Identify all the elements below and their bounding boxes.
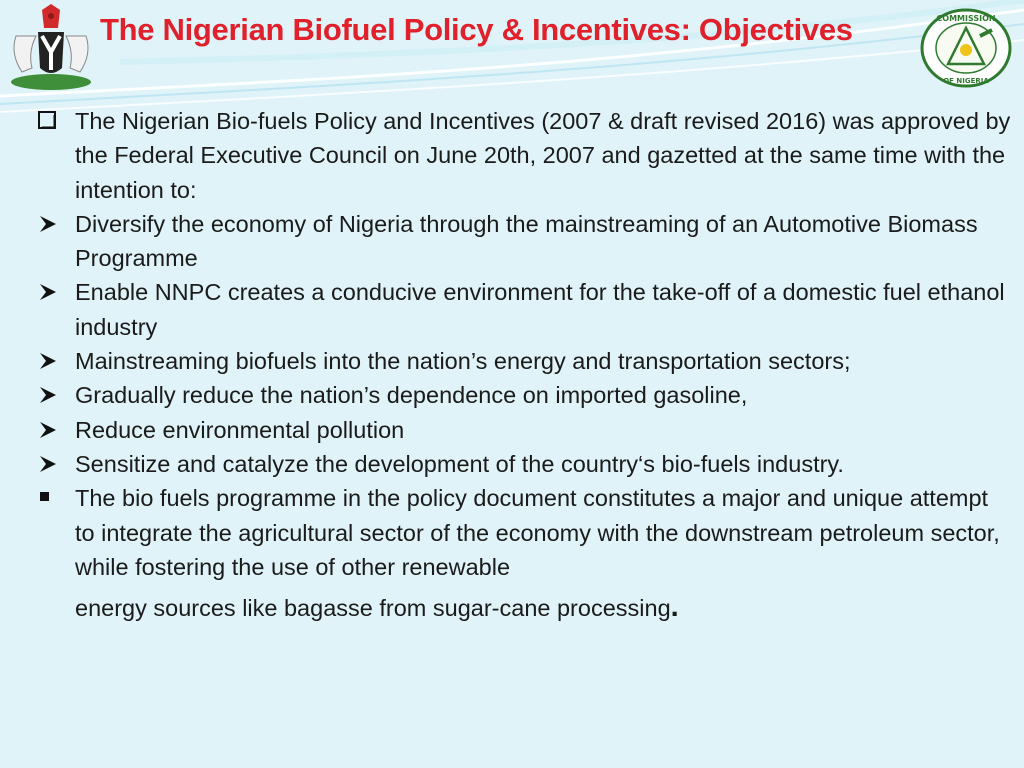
checkbox-bullet-icon: [36, 104, 70, 138]
objective-text: Diversify the economy of Nigeria through the mainstreaming of an Automotive Biomass Programme: [75, 210, 978, 272]
objective-text: Reduce environmental pollution: [75, 416, 405, 443]
arrow-bullet-icon: [36, 344, 70, 378]
objective-item: [36, 413, 1011, 447]
objective-text: Gradually reduce the nation’s dependence on imported gasoline,: [75, 382, 748, 409]
slide-body: [36, 104, 1011, 631]
slide-title: The Nigerian Biofuel Policy & Incentives: Objectives: [100, 12, 853, 47]
svg-text:COMMISSION: COMMISSION: [936, 14, 996, 23]
square-bullet-icon: [36, 481, 70, 515]
closing-paragraph: [36, 481, 1011, 631]
arrow-bullet-icon: [36, 413, 70, 447]
objective-text: Enable NNPC creates a conducive environment for the take-off of a domestic fuel ethanol industry: [75, 279, 1005, 340]
energy-commission-seal-logo: [918, 6, 1014, 90]
svg-text:OF NIGERIA: OF NIGERIA: [943, 77, 989, 85]
closing-last-line-text: energy sources like bagasse from sugar-cane processing: [75, 595, 671, 622]
arrow-bullet-icon: [36, 447, 70, 481]
intro-paragraph: [36, 104, 1011, 207]
objective-text: Sensitize and catalyze the development of the country‘s bio-fuels industry.: [75, 450, 844, 477]
objective-item: [36, 207, 1011, 276]
closing-text: The bio fuels programme in the policy document constitutes a major and unique attempt to integrate the agricultural sector of the economy with the downstream petroleum sector, while fostering the use of other renewable: [75, 485, 1000, 580]
intro-text: The Nigerian Bio-fuels Policy and Incentives (2007 & draft revised 2016) was approved by the Federal Executive Council on June 20th, 2007 and gazetted at the same time with the intention to:: [75, 108, 1011, 203]
closing-period: .: [670, 591, 679, 624]
arrow-bullet-icon: [36, 275, 70, 309]
objective-item: [36, 344, 1011, 378]
closing-last-line: [75, 584, 1011, 631]
arrow-bullet-icon: [36, 207, 70, 241]
arrow-bullet-icon: [36, 378, 70, 412]
coat-of-arms-logo: [2, 2, 100, 94]
objective-item: [36, 447, 1011, 481]
objective-text: Mainstreaming biofuels into the nation’s energy and transportation sectors;: [75, 348, 851, 375]
objective-item: [36, 378, 1011, 412]
objective-item: [36, 275, 1011, 344]
